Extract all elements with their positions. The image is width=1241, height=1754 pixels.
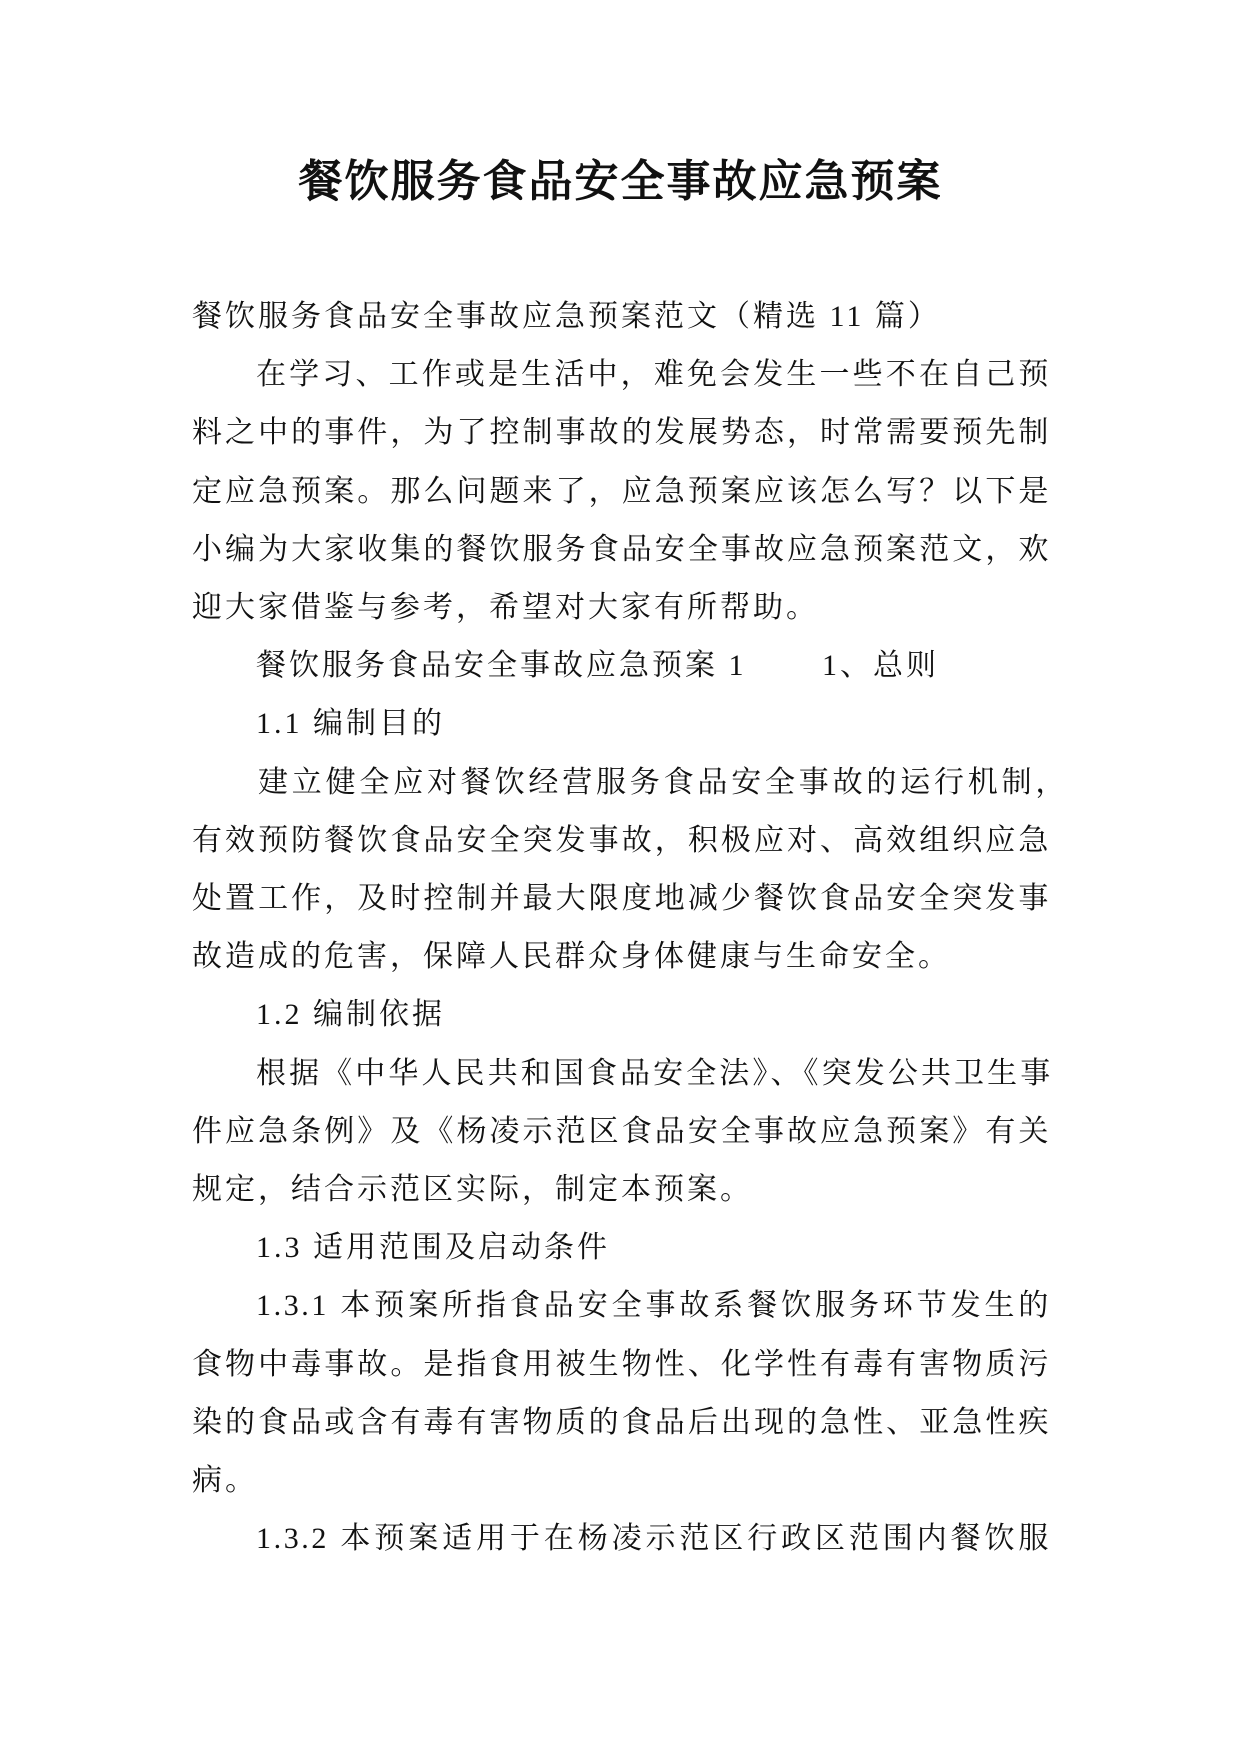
document-title: 餐饮服务食品安全事故应急预案 — [298, 157, 943, 206]
chapter-heading: 1、总则 — [822, 649, 939, 682]
paragraph-line: 食物中毒事故。是指食用被生物性、化学性有毒有害物质污 — [192, 1348, 1051, 1381]
paragraph-line: 小编为大家收集的餐饮服务食品安全事故应急预案范文，欢 — [192, 533, 1051, 566]
paragraph-line: 1.3.1 本预案所指食品安全事故系餐饮服务环节发生的 — [256, 1289, 1051, 1322]
paragraph-line: 建立健全应对餐饮经营服务食品安全事故的运行机制， — [258, 766, 1068, 799]
paragraph-line: 故造成的危害，保障人民群众身体健康与生命安全。 — [192, 940, 951, 973]
plan-title: 餐饮服务食品安全事故应急预案 1 — [256, 649, 747, 682]
paragraph-line: 病。 — [192, 1464, 258, 1497]
paragraph-line: 有效预防餐饮食品安全突发事故，积极应对、高效组织应急 — [192, 824, 1051, 857]
section-heading: 1.1 编制目的 — [256, 707, 445, 740]
paragraph-line: 规定，结合示范区实际，制定本预案。 — [192, 1173, 753, 1206]
paragraph-line: 料之中的事件，为了控制事故的发展势态，时常需要预先制 — [192, 416, 1051, 449]
paragraph-line: 在学习、工作或是生活中，难免会发生一些不在自己预 — [256, 358, 1051, 391]
section-heading: 1.2 编制依据 — [256, 998, 445, 1031]
paragraph-line: 定应急预案。那么问题来了，应急预案应该怎么写？以下是 — [192, 475, 1051, 508]
paragraph-line: 件应急条例》及《杨凌示范区食品安全事故应急预案》有关 — [192, 1115, 1051, 1148]
paragraph-line: 处置工作，及时控制并最大限度地减少餐饮食品安全突发事 — [192, 882, 1051, 915]
paragraph-line: 染的食品或含有毒有害物质的食品后出现的急性、亚急性疾 — [192, 1406, 1051, 1439]
document-subtitle: 餐饮服务食品安全事故应急预案范文（精选 11 篇） — [192, 300, 941, 333]
paragraph-line: 根据《中华人民共和国食品安全法》、《突发公共卫生事 — [256, 1057, 1051, 1090]
paragraph-line: 1.3.2 本预案适用于在杨凌示范区行政区范围内餐饮服 — [256, 1522, 1051, 1555]
paragraph-line: 迎大家借鉴与参考，希望对大家有所帮助。 — [192, 591, 819, 624]
section-heading: 1.3 适用范围及启动条件 — [256, 1231, 610, 1264]
